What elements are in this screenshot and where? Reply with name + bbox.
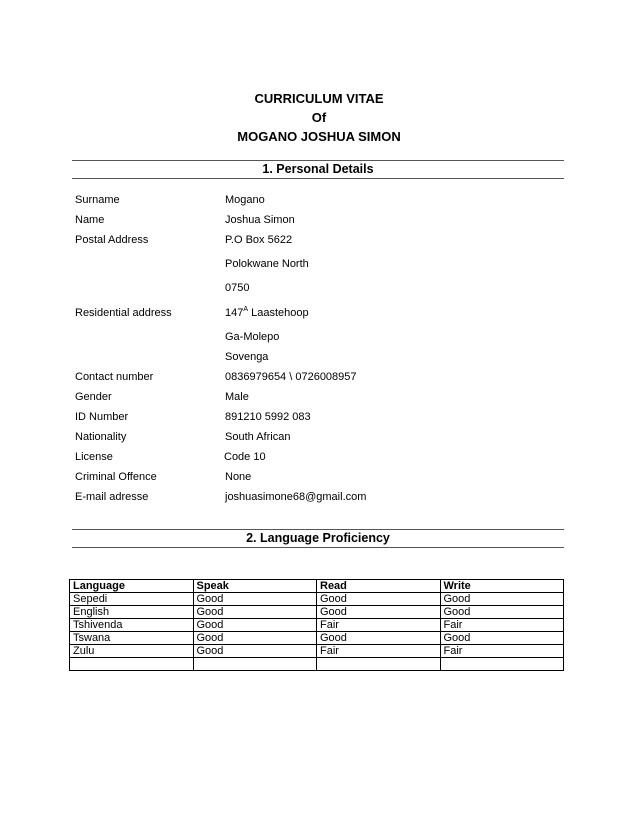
language-cell: Tshivenda	[70, 619, 194, 632]
email-label: E-mail adresse	[75, 491, 149, 503]
speak-cell: Good	[193, 645, 317, 658]
residential-number-suffix: A	[243, 306, 249, 313]
read-cell: Fair	[317, 619, 441, 632]
contact-value: 0836979654 \ 0726008957	[225, 371, 357, 383]
table-row	[70, 606, 564, 619]
table-row-empty	[70, 658, 564, 671]
write-cell: Fair	[440, 645, 564, 658]
criminal-value: None	[225, 471, 252, 483]
id-value: 891210 5992 083	[225, 411, 311, 423]
write-cell: Good	[440, 606, 564, 619]
personal-details-heading: 1. Personal Details	[72, 160, 564, 179]
write-cell: Good	[440, 632, 564, 645]
table-row	[70, 632, 564, 645]
residential-line-1	[225, 306, 309, 320]
column-header-write: Write	[440, 580, 564, 593]
license-value: Code 10	[224, 451, 266, 463]
write-cell: Fair	[440, 619, 564, 632]
write-cell: Good	[440, 593, 564, 606]
surname-label: Surname	[75, 194, 120, 206]
gender-label: Gender	[75, 391, 112, 403]
language-table	[69, 579, 564, 671]
column-header-language: Language	[70, 580, 194, 593]
postal-line-1: P.O Box 5622	[225, 234, 293, 246]
postal-line-3: 0750	[225, 282, 250, 294]
language-cell: Sepedi	[70, 593, 194, 606]
residential-number: 147	[225, 307, 244, 319]
speak-cell: Good	[193, 619, 317, 632]
contact-label: Contact number	[75, 371, 154, 383]
residential-street: Laastehoop	[248, 307, 309, 319]
language-cell	[70, 658, 194, 671]
read-cell: Good	[317, 632, 441, 645]
table-row	[70, 593, 564, 606]
residential-line-2: Ga-Molepo	[225, 331, 280, 343]
cv-title-of: Of	[311, 110, 327, 125]
postal-line-2: Polokwane North	[225, 258, 309, 270]
speak-cell: Good	[193, 606, 317, 619]
criminal-label: Criminal Offence	[75, 471, 157, 483]
read-cell: Good	[317, 606, 441, 619]
surname-value: Mogano	[225, 194, 265, 206]
table-row	[70, 619, 564, 632]
residential-label: Residential address	[75, 307, 172, 319]
read-cell: Fair	[317, 645, 441, 658]
speak-cell: Good	[193, 632, 317, 645]
column-header-speak: Speak	[193, 580, 317, 593]
gender-value: Male	[225, 391, 249, 403]
email-value: joshuasimone68@gmail.com	[225, 491, 367, 503]
id-label: ID Number	[75, 411, 129, 423]
speak-cell	[193, 658, 317, 671]
cv-title-block	[0, 89, 638, 146]
language-table-header-row	[70, 580, 564, 593]
nationality-label: Nationality	[75, 431, 127, 443]
language-cell: Tswana	[70, 632, 194, 645]
read-cell	[317, 658, 441, 671]
nationality-value: South African	[225, 431, 291, 443]
speak-cell: Good	[193, 593, 317, 606]
read-cell: Good	[317, 593, 441, 606]
name-value: Joshua Simon	[225, 214, 295, 226]
postal-label: Postal Address	[75, 234, 149, 246]
write-cell	[440, 658, 564, 671]
column-header-read: Read	[317, 580, 441, 593]
residential-line-3: Sovenga	[225, 351, 269, 363]
language-cell: English	[70, 606, 194, 619]
cv-owner-name: MOGANO JOSHUA SIMON	[237, 129, 401, 144]
language-proficiency-heading: 2. Language Proficiency	[72, 529, 564, 548]
table-row	[70, 645, 564, 658]
language-cell: Zulu	[70, 645, 194, 658]
name-label: Name	[75, 214, 105, 226]
license-label: License	[75, 451, 113, 463]
cv-title: CURRICULUM VITAE	[254, 91, 384, 106]
